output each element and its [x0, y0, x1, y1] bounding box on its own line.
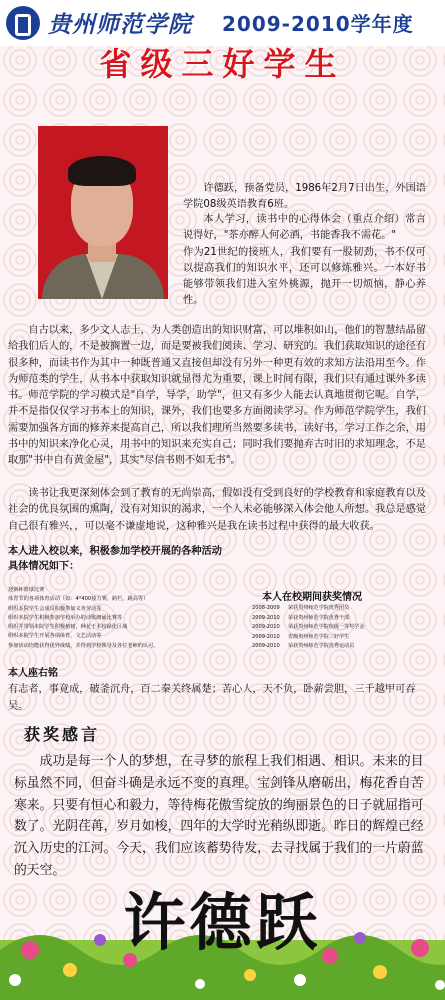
list-item: 迎新杯篮球比赛	[8, 587, 45, 593]
list-item: 2009-2010 荣获贵州师范学院优秀干部	[252, 614, 350, 621]
activities-title: 本人进入校以来，积极参加学校开展的各种活动	[8, 546, 222, 557]
student-name: 许德跃	[123, 886, 322, 959]
self-study-paragraph: 自古以来，多少文人志士，为人类创造出的知识财富，可以堆积如山，他们的智慧结晶留给我们后人的，不是被搁置一边，而是要被我们阅读、学习、研究的。我们获取知识的途径有很多种，而读书作为其中一种既普通又直接但却没有另外一种更有效的求知方法沿用至今。作为师范类的学生，从书本中获取知识就显得尤为重要，课上时间有限，我们只有通过课外多读书。师范学院的学习模式是"自学，导学，助学"，但又有多少人能去认真地贯彻它呢。自学，并不是指仅仅学习书本上的知识，课外，我们也要多方面阅读学习。作为师范学院学生，我们需要加强各方面的修养来提高自己，所以我们理所当然要多读书，读好书，学习工作之余，用书中的知识来净化心灵，用书中的知识来充实自己；同时我们要抛弃古时旧的求知理念，不足取那"书中自有黄金屋"，其实"尽信书则不如无书"。	[8, 325, 426, 467]
motto-heading: 本人座右铭	[8, 668, 58, 679]
list-item: 组织并带领本院学生积极植树，种花于本校绿化区域	[8, 624, 128, 631]
school-name: 贵州师范学院	[48, 11, 192, 38]
study-line-1: 本人学习，读书中的心得体会（重点介绍）常言说得好，"茶亦醉人何必酒，书能香我不需花。"	[183, 214, 426, 242]
list-item: 组织本院学生会成员积极参加义务劳动等	[8, 605, 102, 612]
activities-list	[8, 586, 238, 651]
activities-subtitle: 具体情况如下：	[8, 561, 80, 572]
list-item: 2008-2009 荣获贵州师范学院优秀团员	[252, 605, 350, 611]
school-logo-icon	[6, 6, 40, 40]
honors-list	[252, 604, 442, 652]
award-speech: 成功是每一个人的梦想，在寻梦的旅程上我们相遇、相识。未来的目标虽然不同，但奋斗确是永远不变的真理。宝剑锋从磨砺出，梅花香自苦寒来。只要有恒心和毅力，等待梅花傲雪绽放的绚丽景色的日子就屈指可数了。光阴荏苒，岁月如梭，四年的大学时光稍纵即逝。昨日的辉煌已经沉入历史的江河。今天，我们应该蓄势待发，去寻找属于我们的一片蔚蓝的天空。	[14, 754, 424, 878]
academic-year: 2009-2010学年度	[222, 12, 414, 36]
award-heading: 获奖感言	[24, 725, 101, 744]
list-item: 体育节的各项体育活动（如：4*400接力赛，跨栏，跳高等）	[8, 596, 149, 603]
list-item: 组织本院学生开展各项体育，文艺活动等	[8, 633, 102, 640]
study-line-2: 作为21世纪的接班人，我们要有一股韧劲，书不仅可以提高我们的知识水平，还可以修炼雅兴。一本好书能够带领我们进入室外桃源，抛开一切烦恼，静心养性。	[183, 246, 426, 307]
study-paragraph	[8, 212, 426, 310]
list-item: 组织本院学生积极参加学校举办的诗歌朗诵比赛等	[8, 614, 123, 621]
intro-paragraph: 许德跃，预备党员，1986年2月7日出生，外国语学院08级英语教育6班。	[183, 183, 426, 211]
list-item: 2009-2010 荣获贵州师范学院校级一等奖学金	[252, 624, 365, 630]
motto-text: 有志者，事竟成，破釜沉舟，百二秦关终属楚；苦心人，天不负，卧薪尝胆，三千越甲可吞吴。	[8, 684, 416, 712]
education-paragraph: 读书让我更深刻体会到了教育的无尚崇高，假如没有受到良好的学校教育和家庭教育以及社会的优良氛围的熏陶，没有对知识的渴求，一个人未必能够深入体会他人所想。我总是感觉自己很有雅兴，，可以毫不谦虚地说，这种雅兴是我在读书过程中获得的最大收获。	[8, 488, 426, 532]
activities-heading	[8, 544, 338, 574]
list-item: 2009-2010 省级贵州师范学院三好学生	[252, 633, 350, 640]
page-title: 省级三好学生	[99, 45, 346, 83]
list-item: 2009-2010 荣获贵州师范学院优秀运动员	[252, 643, 355, 649]
list-item: 参加活动均能获得优异成绩，并得到学校领导及各位老师的认可。	[8, 642, 159, 649]
honors-heading: 本人在校期间获奖情况	[262, 592, 362, 603]
